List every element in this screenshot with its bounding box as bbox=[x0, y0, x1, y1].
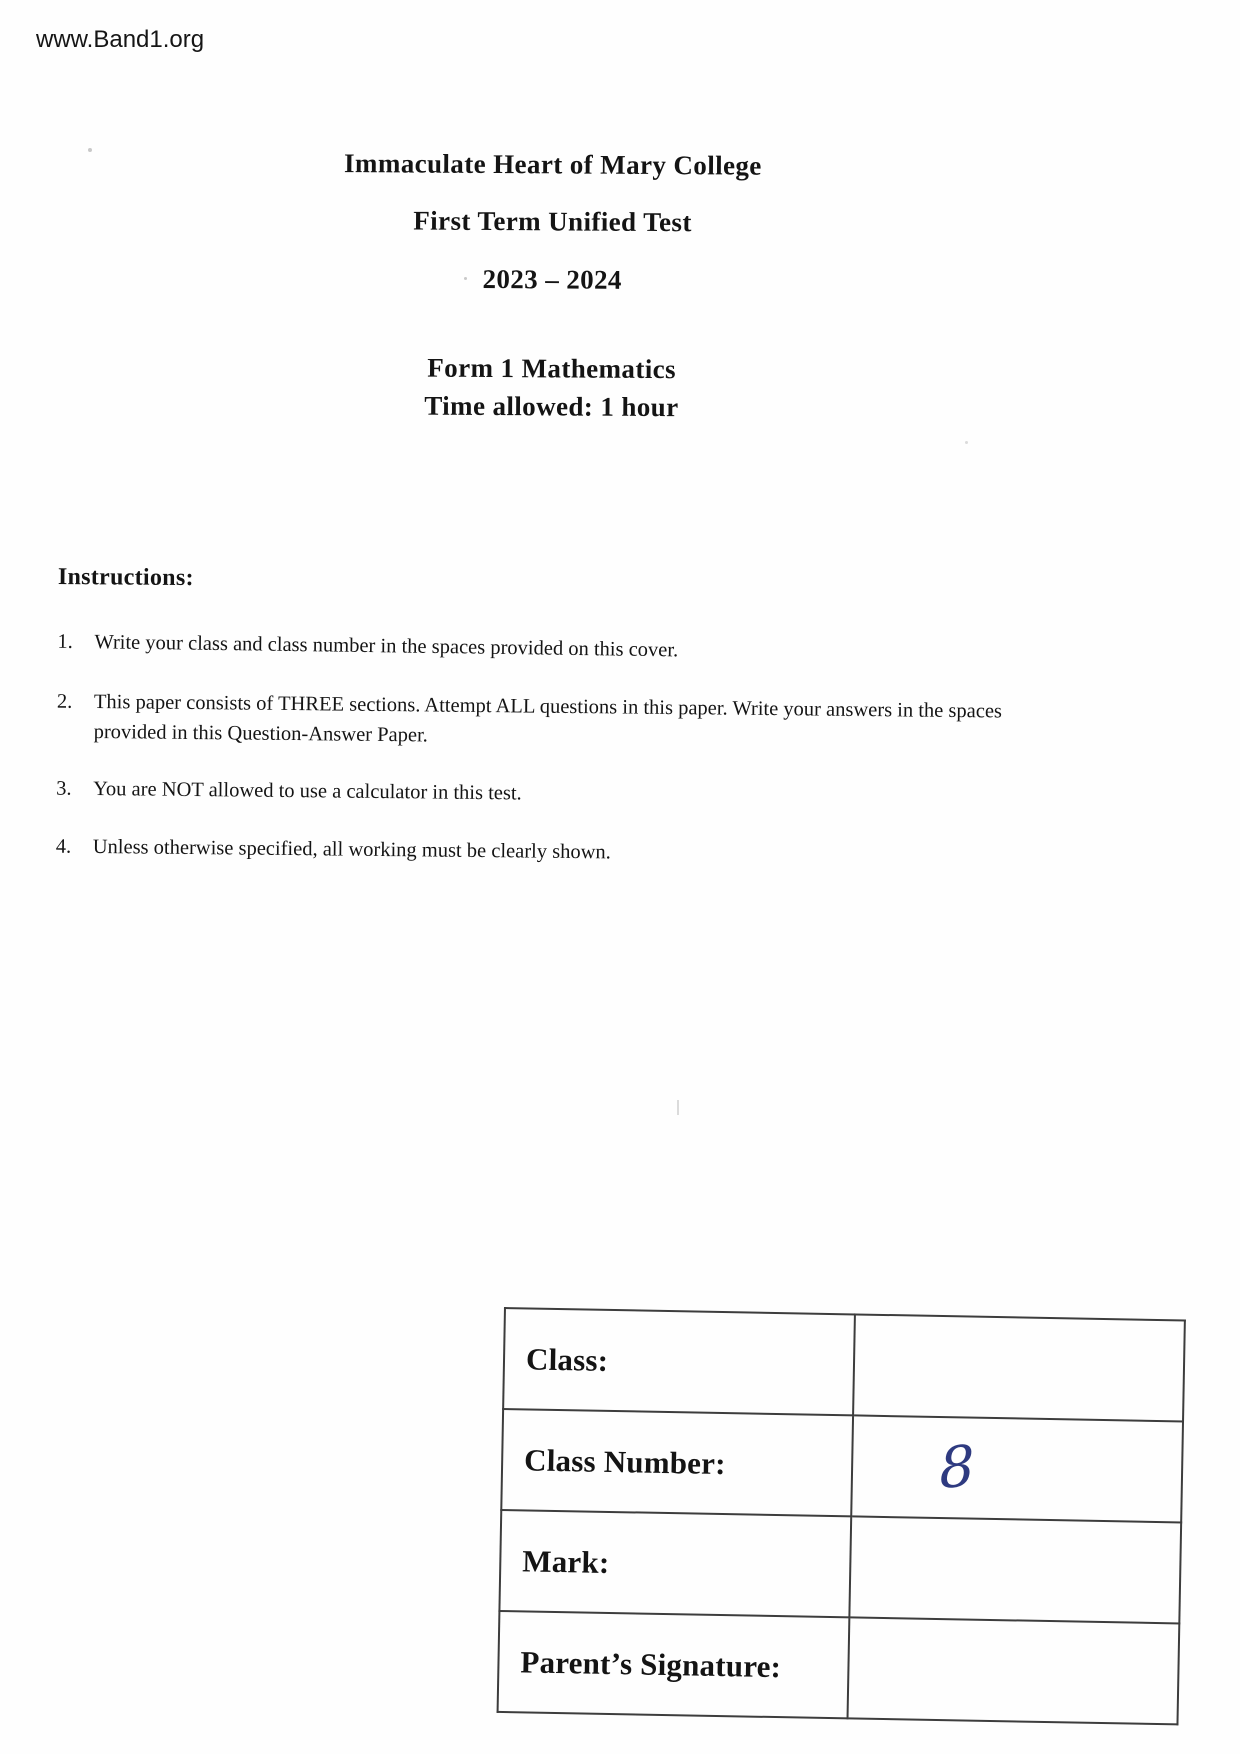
instruction-item-1 bbox=[57, 628, 1137, 673]
mark-value-cell bbox=[849, 1516, 1181, 1623]
instructions-section bbox=[55, 564, 1138, 900]
instruction-item-2 bbox=[56, 687, 1137, 758]
class-number-value-cell bbox=[851, 1415, 1183, 1522]
watermark-url: www.Band1.org bbox=[36, 26, 205, 53]
instruction-text: Unless otherwise specified, all working must be clearly shown. bbox=[92, 835, 611, 864]
instruction-number: 4. bbox=[55, 835, 72, 858]
school-name: Immaculate Heart of Mary College bbox=[343, 148, 762, 181]
mark-label: Mark: bbox=[499, 1510, 851, 1617]
instruction-number: 3. bbox=[56, 777, 72, 800]
info-table bbox=[497, 1307, 1186, 1725]
paper-subject: Form 1 Mathematics bbox=[427, 352, 677, 385]
academic-year: 2023 – 2024 bbox=[482, 264, 622, 295]
parent-signature-label: Parent’s Signature: bbox=[498, 1611, 850, 1718]
class-label: Class: bbox=[503, 1308, 855, 1415]
table-row-mark bbox=[499, 1510, 1181, 1623]
table-row-class-number bbox=[501, 1409, 1183, 1522]
instructions-heading: Instructions: bbox=[57, 564, 194, 592]
instruction-number: 2. bbox=[56, 690, 73, 713]
title-block bbox=[0, 146, 1106, 426]
instruction-item-3 bbox=[56, 775, 1136, 816]
instruction-text: Write your class and class number in the spaces provided on this cover. bbox=[94, 631, 679, 662]
instruction-item-4 bbox=[56, 832, 1136, 873]
handwritten-class-number: 8 bbox=[938, 1432, 976, 1502]
scan-speck bbox=[965, 441, 968, 444]
class-number-label: Class Number: bbox=[501, 1409, 853, 1516]
time-allowed: Time allowed: 1 hour bbox=[424, 390, 679, 423]
scan-artifact bbox=[677, 1100, 679, 1115]
exam-name: First Term Unified Test bbox=[413, 205, 692, 238]
instruction-number: 1. bbox=[57, 630, 73, 653]
class-value-cell bbox=[853, 1314, 1185, 1421]
table-row-parent-signature bbox=[498, 1611, 1180, 1724]
parent-signature-value-cell bbox=[848, 1617, 1180, 1724]
instruction-text: You are NOT allowed to use a calculator in this test. bbox=[93, 778, 522, 805]
table-row-class bbox=[503, 1308, 1185, 1421]
instruction-text: This paper consists of THREE sections. Attempt ALL questions in this paper. Write your answers in the spaces provided in this Question-Answer Paper. bbox=[93, 690, 1003, 746]
